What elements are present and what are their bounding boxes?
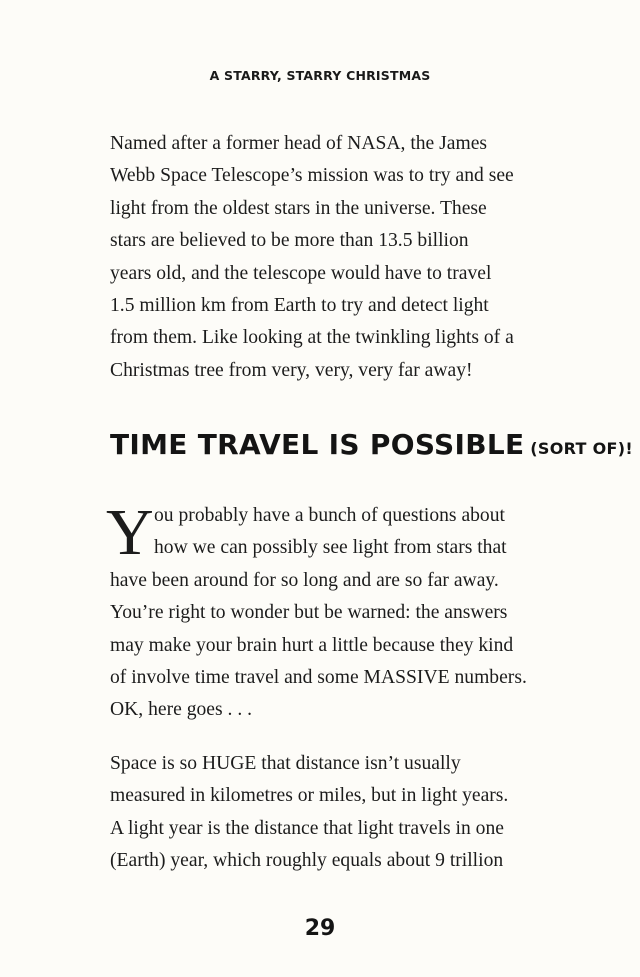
paragraph-time-travel <box>110 500 550 727</box>
text-line: Space is so HUGE that distance isn’t usually <box>110 753 461 774</box>
text-line: may make your brain hurt a little because they kind <box>110 634 514 656</box>
section-heading <box>110 428 633 461</box>
text-line: Named after a former head of NASA, the James <box>110 133 488 154</box>
text-line: 1.5 million km from Earth to try and detect light <box>110 294 489 316</box>
text-line: how we can possibly see light from stars that <box>154 537 507 559</box>
drop-cap: Y <box>106 496 154 569</box>
text-line: stars are believed to be more than 13.5 billion <box>110 230 469 252</box>
text-line: (Earth) year, which roughly equals about 9 trillion <box>110 850 504 872</box>
running-head: A STARRY, STARRY CHRISTMAS <box>209 68 431 83</box>
text-line: ou probably have a bunch of questions about <box>154 505 505 526</box>
page-number: 29 <box>304 916 336 941</box>
text-line: from them. Like looking at the twinkling lights of a <box>110 327 514 349</box>
text-line: measured in kilometres or miles, but in light years. <box>110 785 509 807</box>
section-heading-sub: (SORT OF)! <box>524 439 633 458</box>
text-line: A light year is the distance that light travels in one <box>110 817 504 839</box>
text-line: OK, here goes . . . <box>110 699 253 721</box>
paragraph-light-years <box>110 748 550 878</box>
text-line: have been around for so long and are so far away. <box>110 569 499 591</box>
text-line: You’re right to wonder but be warned: the answers <box>110 602 508 624</box>
text-line: of involve time travel and some MASSIVE numbers. <box>110 666 527 688</box>
text-line: Webb Space Telescope’s mission was to try and see <box>110 165 514 187</box>
text-line: Christmas tree from very, very, very far away! <box>110 359 473 381</box>
paragraph-intro <box>110 128 550 387</box>
section-heading-main: TIME TRAVEL IS POSSIBLE <box>110 428 525 461</box>
text-line: light from the oldest stars in the universe. These <box>110 197 487 219</box>
text-line: years old, and the telescope would have to travel <box>110 262 492 284</box>
